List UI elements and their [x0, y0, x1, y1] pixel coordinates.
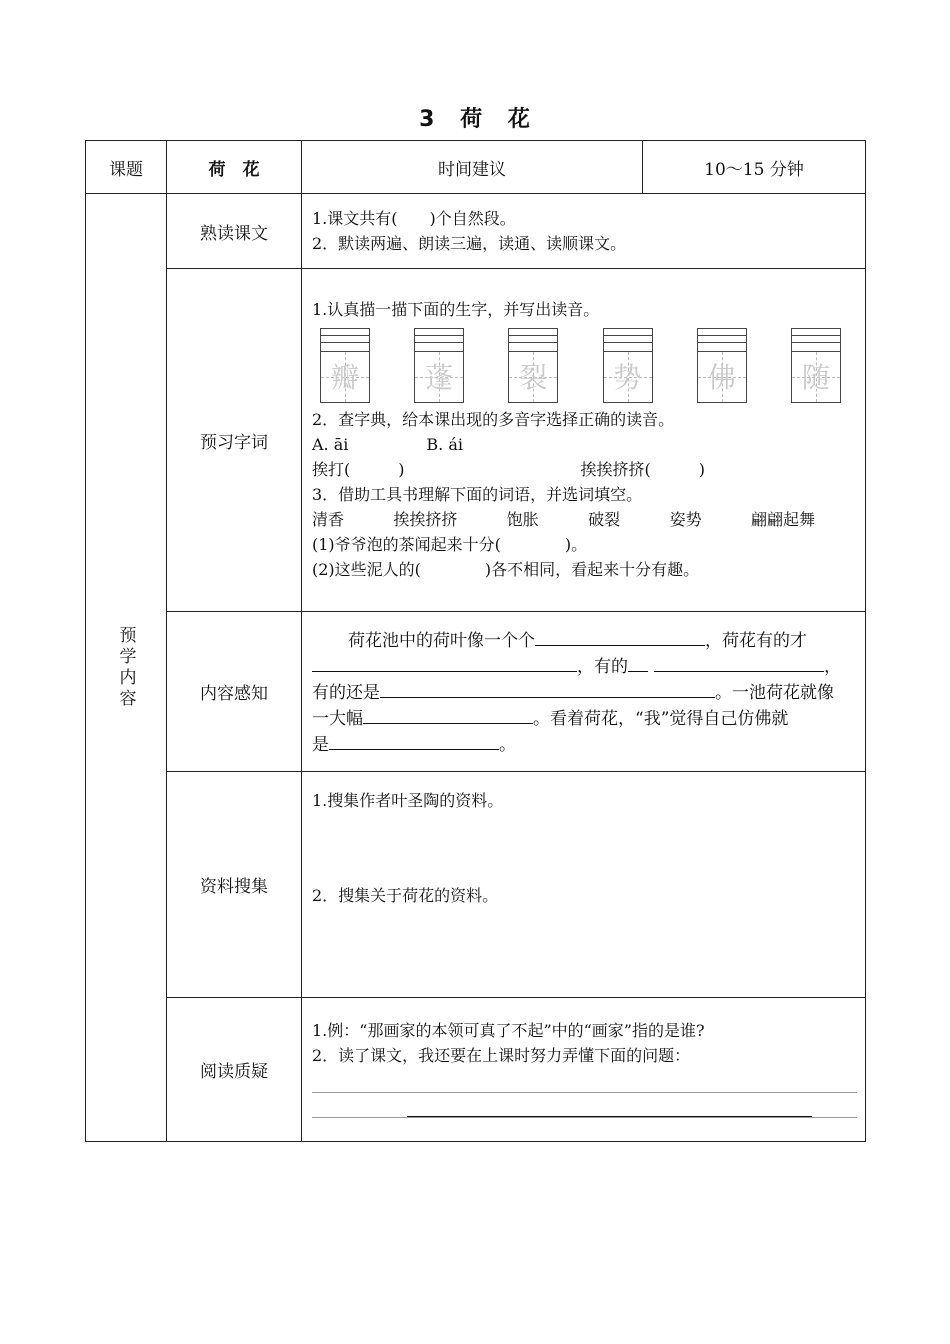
fill-blank[interactable] — [329, 731, 499, 750]
option-b: B. ái — [426, 435, 463, 454]
pinyin-lines[interactable] — [697, 328, 747, 351]
topic-label: 课题 — [86, 141, 167, 194]
time-label: 时间建议 — [302, 141, 643, 194]
content-text: ，有的 — [577, 656, 628, 677]
sentence-1[interactable]: (1)爷爷泡的茶闻起来十分( )。 — [312, 535, 588, 554]
trace-char: 裂 — [519, 360, 548, 394]
content-text: ， — [824, 656, 841, 677]
pinyin-lines[interactable] — [508, 328, 558, 351]
time-value: 10～15 分钟 — [643, 141, 866, 194]
fill-blank[interactable] — [380, 679, 715, 698]
answer-line[interactable] — [312, 1093, 857, 1118]
tianzige[interactable] — [791, 351, 841, 403]
section-label-cell — [86, 194, 167, 1142]
title-char-2: 花 — [507, 107, 531, 132]
read-content — [302, 194, 866, 269]
questions-line-1: 1.例：“那画家的本领可真了不起”中的“画家”指的是谁? — [312, 1021, 705, 1040]
word-item: 挨挨挤挤 — [393, 510, 458, 529]
sentence-2[interactable]: (2)这些泥人的( )各不相同，看起来十分有趣。 — [312, 560, 700, 579]
research-line-2: 2．搜集关于荷花的资料。 — [312, 886, 499, 905]
vocab-content — [302, 269, 866, 612]
vocab-q1: 1.认真描一描下面的生字，并写出读音。 — [312, 300, 600, 319]
fill-blank[interactable] — [654, 653, 824, 672]
char-box[interactable] — [697, 328, 747, 403]
questions-label: 阅读质疑 — [167, 998, 302, 1142]
vocab-q2: 2．查字典，给本课出现的多音字选择正确的读音。 — [312, 410, 675, 429]
tianzige[interactable] — [697, 351, 747, 403]
research-content — [302, 772, 866, 998]
content-text: ，荷花有的才 — [705, 630, 807, 651]
tianzige[interactable] — [320, 351, 370, 403]
ai-da-blank[interactable]: 挨打( ) — [312, 460, 405, 479]
char-box[interactable] — [508, 328, 558, 403]
vocab-label: 预习字词 — [167, 269, 302, 612]
trace-char: 势 — [613, 360, 642, 394]
research-line-1: 1.搜集作者叶圣陶的资料。 — [312, 791, 504, 810]
title-char-1: 荷 — [460, 107, 484, 132]
read-line-1: 1.课文共有( )个自然段。 — [312, 209, 516, 228]
research-label: 资料搜集 — [167, 772, 302, 998]
content-text: 荷花池中的荷叶像一个个 — [348, 630, 535, 651]
content-text: 是 — [312, 734, 329, 755]
content-text: 。一池荷花就像 — [715, 682, 834, 703]
char-grid — [312, 322, 855, 407]
char-box[interactable] — [414, 328, 464, 403]
trace-char: 瓣 — [330, 360, 359, 394]
worksheet-table — [85, 140, 866, 1142]
word-item: 饱胀 — [506, 510, 539, 529]
fill-blank[interactable] — [628, 653, 648, 672]
pinyin-lines[interactable] — [791, 328, 841, 351]
questions-line-2: 2．读了课文，我还要在上课时努力弄懂下面的问题： — [312, 1046, 691, 1065]
content-text: 有的还是 — [312, 682, 380, 703]
char-box[interactable] — [791, 328, 841, 403]
trace-char: 随 — [801, 360, 830, 394]
ai-ji-blank[interactable]: 挨挨挤挤( ) — [580, 460, 705, 479]
questions-content — [302, 998, 866, 1142]
pinyin-lines[interactable] — [320, 328, 370, 351]
fill-blank[interactable] — [363, 705, 533, 724]
word-item: 清香 — [312, 510, 345, 529]
pinyin-lines[interactable] — [603, 328, 653, 351]
answer-line[interactable] — [312, 1068, 857, 1093]
trace-char: 蓬 — [425, 360, 454, 394]
tianzige[interactable] — [603, 351, 653, 403]
tianzige[interactable] — [508, 351, 558, 403]
option-a: A. āi — [312, 435, 349, 454]
read-label: 熟读课文 — [167, 194, 302, 269]
read-line-2: 2．默读两遍、朗读三遍，读通、读顺课文。 — [312, 234, 627, 253]
char-box[interactable] — [320, 328, 370, 403]
topic-value: 荷 花 — [167, 141, 302, 194]
content-text: 。看着荷花，“我”觉得自己仿佛就 — [533, 708, 789, 729]
content-text: 。 — [499, 734, 516, 755]
word-item: 姿势 — [669, 510, 702, 529]
fill-blank[interactable] — [312, 653, 577, 672]
content-label: 内容感知 — [167, 612, 302, 772]
lesson-number: 3 — [419, 107, 436, 132]
fill-blank[interactable] — [535, 627, 705, 646]
trace-char: 佛 — [707, 360, 736, 394]
pinyin-options — [312, 432, 855, 457]
word-bank — [312, 507, 855, 532]
pinyin-lines[interactable] — [414, 328, 464, 351]
word-item: 翩翩起舞 — [750, 510, 815, 529]
word-item: 破裂 — [588, 510, 621, 529]
content-text: 一大幅 — [312, 708, 363, 729]
tianzige[interactable] — [414, 351, 464, 403]
polyphone-items — [312, 457, 855, 482]
content-fill — [302, 612, 866, 772]
vocab-q3: 3．借助工具书理解下面的词语，并选词填空。 — [312, 485, 643, 504]
char-box[interactable] — [603, 328, 653, 403]
page-title — [0, 102, 950, 133]
section-label: 预学内容 — [115, 625, 136, 710]
